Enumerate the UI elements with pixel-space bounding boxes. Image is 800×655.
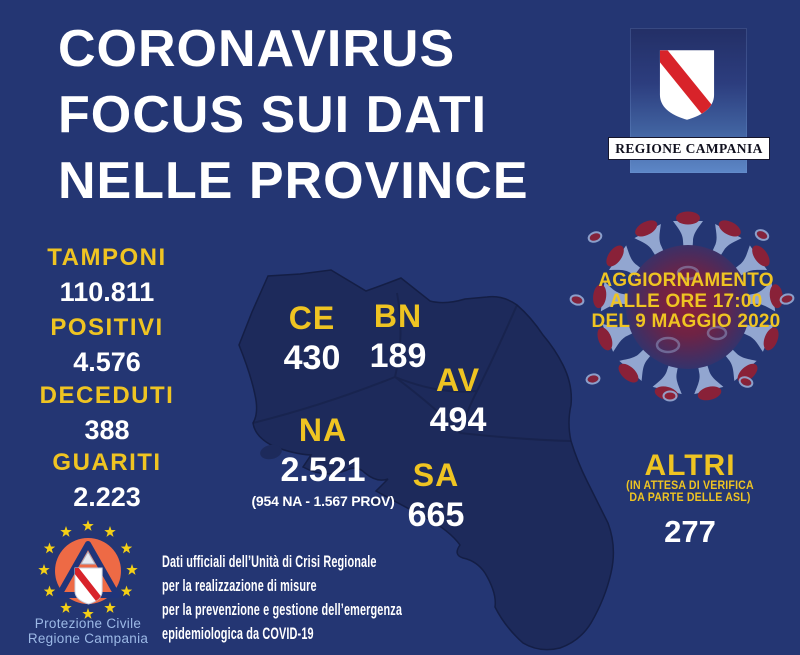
province-bn — [370, 297, 427, 377]
stat-value: 110.811 — [59, 277, 155, 307]
province-av — [430, 361, 487, 441]
province-code: CE — [288, 300, 336, 336]
stat-value: 388 — [84, 415, 130, 445]
altri-value: 277 — [664, 514, 716, 549]
province-value: 2.521 — [280, 451, 366, 489]
stat-positivi — [50, 314, 163, 377]
caption-line-1: Protezione Civile — [34, 616, 142, 631]
province-value: 665 — [407, 496, 465, 534]
update-line-2: ALLE ORE 17:00 — [609, 290, 763, 312]
altri-note-2: DA PARTE DELLE ASL) — [629, 491, 751, 504]
stat-label: GUARITI — [52, 449, 162, 476]
caption-line-2: Regione Campania — [27, 631, 149, 646]
province-ce — [284, 299, 341, 379]
update-timestamp — [592, 271, 781, 333]
province-na — [251, 411, 394, 509]
stat-label: POSITIVI — [50, 314, 164, 341]
protezione-civile-logo — [30, 519, 146, 627]
footer-line-1: Dati ufficiali dell’Unità di Crisi Regionale — [162, 553, 377, 571]
altri-label: ALTRI — [644, 449, 736, 482]
province-code: AV — [435, 362, 481, 398]
stat-guariti — [52, 449, 161, 512]
stat-deceduti — [40, 382, 175, 445]
province-sa — [408, 456, 465, 536]
stat-tamponi — [47, 244, 166, 307]
footer-statement — [162, 550, 402, 646]
altri-block — [621, 451, 760, 548]
footer-line-3: per la prevenzione e gestione dell’emergenza — [162, 601, 403, 619]
province-value: 189 — [369, 337, 427, 375]
province-note: (954 NA - 1.567 PROV) — [251, 493, 395, 509]
title-line-3: NELLE PROVINCE — [58, 152, 529, 210]
page-title — [58, 16, 529, 214]
province-value: 430 — [283, 339, 341, 377]
province-code: SA — [412, 457, 460, 493]
update-line-1: AGGIORNAMENTO — [598, 270, 774, 291]
update-line-3: DEL 9 MAGGIO 2020 — [591, 311, 781, 332]
footer-line-2: per la realizzazione di misure — [162, 577, 317, 595]
title-line-2: FOCUS SUI DATI — [58, 86, 488, 144]
regione-campania-banner: REGIONE CAMPANIA — [608, 137, 770, 160]
stat-value: 4.576 — [73, 347, 141, 377]
campania-shield-icon — [658, 48, 716, 122]
stat-value: 2.223 — [73, 482, 141, 512]
altri-note-1: (IN ATTESA DI VERIFICA — [626, 480, 754, 492]
province-code: NA — [298, 412, 348, 448]
stat-label: TAMPONI — [47, 244, 167, 271]
province-value: 494 — [429, 401, 487, 439]
title-line-1: CORONAVIRUS — [58, 20, 456, 78]
footer-line-4: epidemiologica da COVID-19 — [162, 625, 314, 643]
stat-label: DECEDUTI — [39, 382, 175, 409]
province-code: BN — [373, 298, 423, 334]
protezione-civile-caption — [28, 616, 148, 646]
